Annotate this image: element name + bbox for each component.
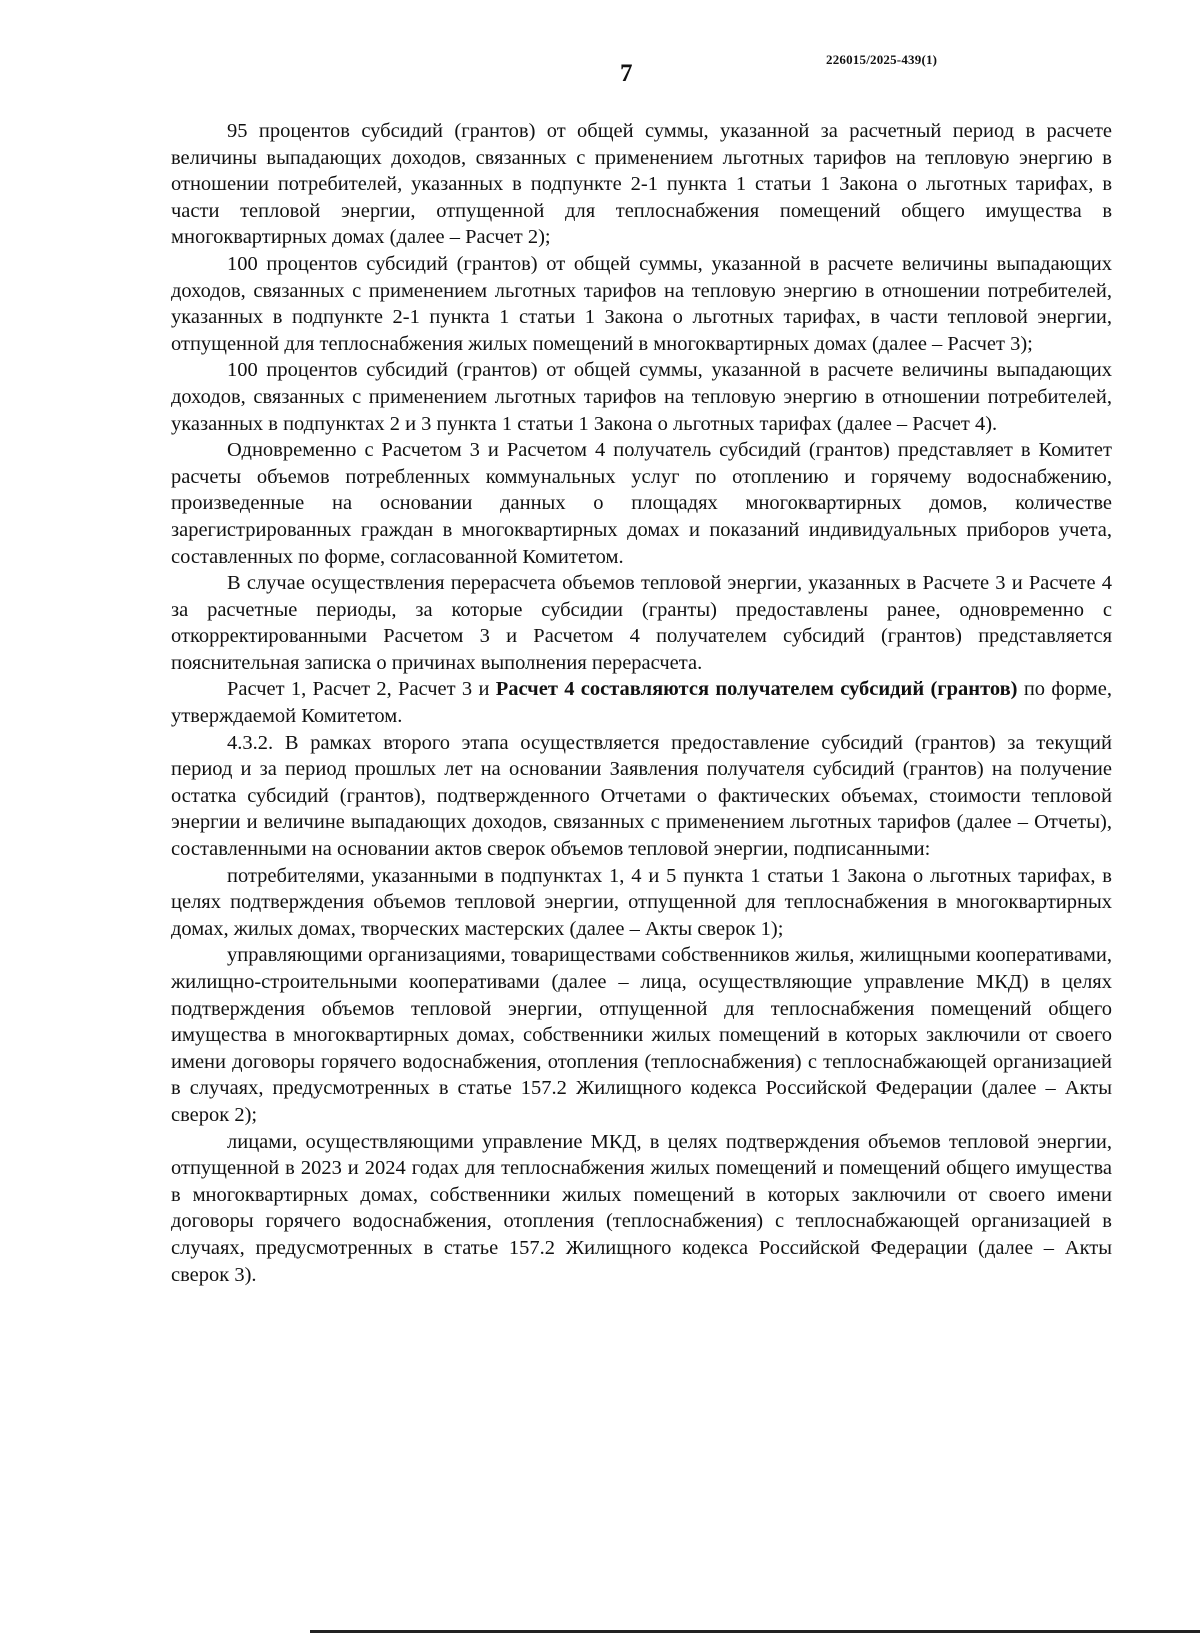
paragraph-raschet-3	[171, 251, 1112, 357]
paragraph-text: Расчет 1, Расчет 2, Расчет 3 и	[227, 678, 496, 701]
paragraph-text: В случае осуществления перерасчета объемов тепловой энергии, указанных в Расчете 3 и Расчете 4 за расчетные периоды, за которые субсидии (гранты) предоставлены ранее, одновременно с откорректированными Расчетом 3 и Расчетом 4 получателем субсидий (грантов) представляется пояснительная записка о причинах выполнения перерасчета.	[171, 572, 1112, 674]
paragraph-text: 100 процентов субсидий (грантов) от общей суммы, указанной в расчете величины выпадающих доходов, связанных с применением льготных тарифов на тепловую энергию в отношении потребителей, указанных в подпунктах 2 и 3 пункта 1 статьи 1 Закона о льготных тарифах (далее – Расчет 4).	[171, 359, 1112, 435]
paragraph-recalculation	[171, 570, 1112, 676]
scan-edge-line	[310, 1630, 1200, 1633]
page-number: 7	[620, 60, 633, 87]
paragraph-text: 100 процентов субсидий (грантов) от общей суммы, указанной в расчете величины выпадающих доходов, связанных с применением льготных тарифов на тепловую энергию в отношении потребителей, указанных в подпункте 2-1 пункта 1 статьи 1 Закона о льготных тарифах, в части тепловой энергии, отпущенной для теплоснабжения жилых помещений в многоквартирных домах (далее – Расчет 3);	[171, 252, 1112, 355]
paragraph-text: управляющими организациями, товариществами собственников жилья, жилищными кооперативами, жилищно-строительными кооперативами (далее – лица, осуществляющие управление МКД) в целях подтверждения объемов тепловой энергии, отпущенной для теплоснабжения помещений общего имущества в многоквартирных домах, собственники жилых помещений в которых заключили от своего имени договоры горячего водоснабжения, отопления (теплоснабжения) с теплоснабжающей организацией в случаях, предусмотренных в статье 157.2 Жилищного кодекса Российской Федерации (далее – Акты сверок 2);	[171, 944, 1112, 1126]
paragraph-akty-sverok-1	[171, 863, 1112, 943]
paragraph-text-after: по форме, утверждаемой Комитетом.	[171, 678, 1112, 728]
paragraph-akty-sverok-3	[171, 1129, 1112, 1289]
paragraph-text: лицами, осуществляющими управление МКД, в целях подтверждения объемов тепловой энергии, отпущенной в 2023 и 2024 годах для теплоснабжения жилых помещений и помещений общего имущества в многоквартирных домах, собственники жилых помещений в которых заключили от своего имени договоры горячего водоснабжения, отопления (теплоснабжения) с теплоснабжающей организацией в случаях, предусмотренных в статье 157.2 Жилищного кодекса Российской Федерации (далее – Акты сверок 3).	[171, 1130, 1112, 1286]
document-code: 226015/2025-439(1)	[826, 52, 938, 67]
paragraph-text: Одновременно с Расчетом 3 и Расчетом 4 получатель субсидий (грантов) представляет в Комитет расчеты объемов потребленных коммунальных услуг по отоплению и горячему водоснабжению, произведенные на основании данных о площадях многоквартирных домов, количестве зарегистрированных граждан в многоквартирных домах и показаний индивидуальных приборов учета, составленных по форме, согласованной Комитетом.	[171, 439, 1112, 568]
paragraph-bold-text: Расчет 4 составляются получателем субсидий (грантов)	[495, 678, 1018, 701]
paragraph-calculations-form	[171, 676, 1112, 729]
paragraph-4-3-2	[171, 730, 1112, 863]
paragraph-raschet-4	[171, 357, 1112, 437]
paragraph-text: потребителями, указанными в подпунктах 1, 4 и 5 пункта 1 статьи 1 Закона о льготных тарифах, в целях подтверждения объемов тепловой энергии, отпущенной для теплоснабжения в многоквартирных домах, жилых домах, творческих мастерских (далее – Акты сверок 1);	[171, 864, 1112, 940]
paragraph-akty-sverok-2	[171, 942, 1112, 1128]
paragraph-text: 4.3.2. В рамках второго этапа осуществляется предоставление субсидий (грантов) за текущий период и за период прошлых лет на основании Заявления получателя субсидий (грантов) на получение остатка субсидий (грантов), подтвержденного Отчетами о фактических объемах, стоимости тепловой энергии и величине выпадающих доходов, связанных с применением льготных тарифов (далее – Отчеты), составленными на основании актов сверок объемов тепловой энергии, подписанными:	[171, 731, 1112, 861]
paragraph-text: 95 процентов субсидий (грантов) от общей суммы, указанной за расчетный период в расчете величины выпадающих доходов, связанных с применением льготных тарифов на тепловую энергию в отношении потребителей, указанных в подпункте 2-1 пункта 1 статьи 1 Закона о льготных тарифах, в части тепловой энергии, отпущенной для теплоснабжения помещений общего имущества в многоквартирных домах (далее – Расчет 2);	[171, 120, 1112, 249]
document-body	[171, 118, 1112, 1288]
paragraph-consumption-calculations	[171, 437, 1112, 570]
paragraph-raschet-2	[171, 118, 1112, 251]
